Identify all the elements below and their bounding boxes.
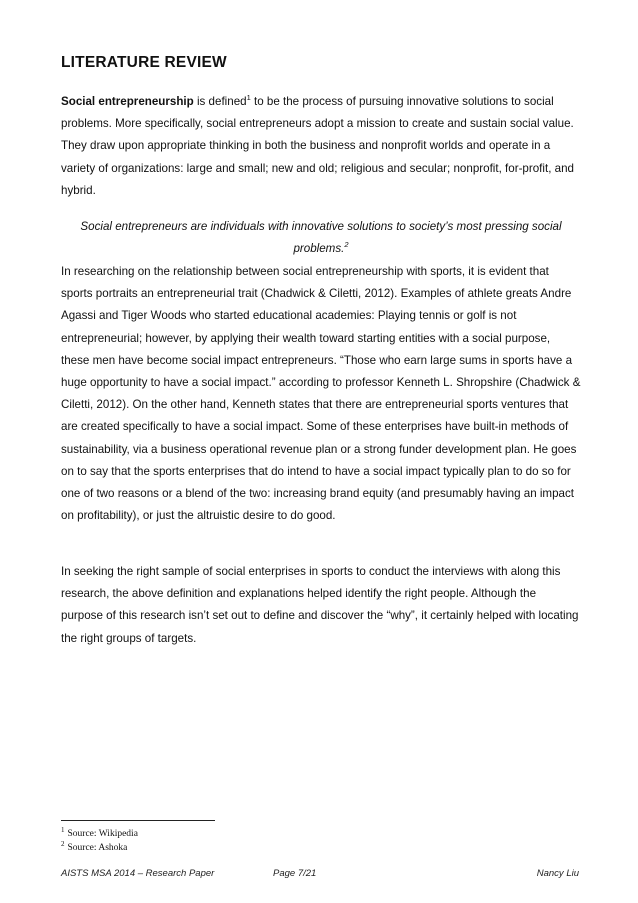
page-footer <box>61 868 579 882</box>
paragraph-sample-selection: In seeking the right sample of social enterprises in sports to conduct the interviews with along this research, the above definition and explanations helped identify the right people. Although the purpose of this research isn’t set out to define and discover the “why”, it certainly helped with locating the right groups of targets. <box>61 565 579 645</box>
footnote-ref-1[interactable]: 1 <box>246 93 251 103</box>
footer-page-number: Page 7/21 <box>273 868 317 879</box>
footnote-ref-2[interactable]: 2 <box>344 240 349 250</box>
defined-term: Social entrepreneurship <box>61 95 194 108</box>
footnote-item <box>61 841 138 855</box>
footnote-separator <box>61 820 215 821</box>
footnote-number: 2 <box>61 839 65 848</box>
paragraph-sports-research: In researching on the relationship between social entrepreneurship with sports, it is evident that sports portraits an entrepreneurial trait (Chadwick & Ciletti, 2012). Examples of athlete greats Andre Agassi and Tiger Woods who started educational academies: Playing tennis or golf is not entrepreneurial; however, by applying their wealth toward starting entities with a social purpose, these men have become social impact entrepreneurs. “Those who earn large sums in sports have a huge opportunity to have a social impact.” according to professor Kenneth L. Shropshire (Chadwick & Ciletti, 2012). On the other hand, Kenneth states that there are entrepreneurial sports ventures that are created specifically to have a social impact. Some of these enterprises have built-in methods of sustainability, via a business operational revenue plan or a strong funder development plan. He goes on to say that the sports enterprises that do intend to have a social impact typically plan to do so for one of two reasons or a blend of the two: increasing brand equity (and presumably having an impact on profitability), or just the altruistic desire to do good. <box>61 265 581 523</box>
definition-lead: is defined <box>193 95 247 108</box>
quote-text: Social entrepreneurs are individuals with innovative solutions to society’s most pressing social problems. <box>80 220 562 255</box>
footnote-text: Source: Wikipedia <box>67 829 138 839</box>
footnotes <box>61 827 138 855</box>
footnote-number: 1 <box>61 825 65 834</box>
definition-body: to be the process of pursuing innovative solutions to social problems. More specifically, social entrepreneurs adopt a mission to create and sustain social value. They draw upon appropriate thinking in both the business and nonprofit worlds and operate in a variety of organizations: large and small; new and old; religious and secular; nonprofit, for-profit, and hybrid. <box>61 95 574 197</box>
footnote-text: Source: Ashoka <box>67 843 128 853</box>
pull-quote <box>61 216 581 260</box>
paragraph-definition <box>61 91 581 202</box>
footer-document-title: AISTS MSA 2014 – Research Paper <box>61 868 215 879</box>
section-heading: LITERATURE REVIEW <box>61 54 227 71</box>
footnote-item <box>61 827 138 841</box>
footer-author: Nancy Liu <box>536 868 579 879</box>
